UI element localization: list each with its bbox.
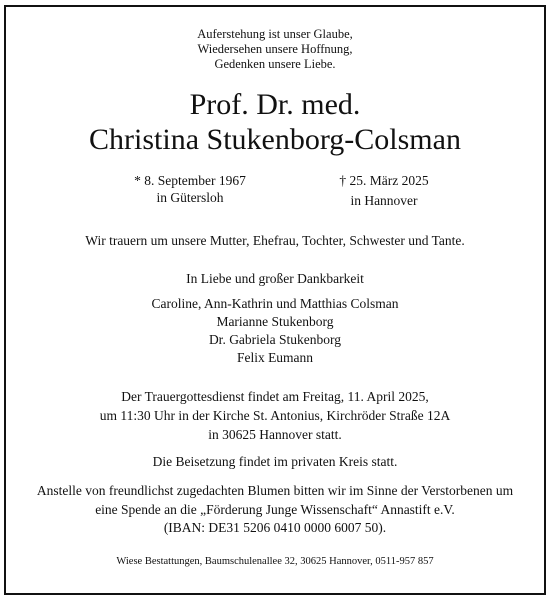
motto-line-2: Wiedersehen unsere Hoffnung, <box>197 42 353 56</box>
mourner-2: Marianne Stukenborg <box>216 314 334 329</box>
service-line-2: um 11:30 Uhr in der Kirche St. Antonius, Kirchröder Straße 12A <box>99 408 451 423</box>
name-full: Christina Stukenborg-Colsman <box>89 123 461 156</box>
mourning-statement: Wir trauern um unsere Mutter, Ehefrau, Tochter, Schwester und Tante. <box>85 233 465 248</box>
mourner-3: Dr. Gabriela Stukenborg <box>208 332 342 347</box>
service-line-3: in 30625 Hannover statt. <box>208 427 342 442</box>
motto-line-3: Gedenken unsere Liebe. <box>214 57 336 71</box>
burial-note: Die Beisetzung findet im privaten Kreis statt. <box>152 454 398 469</box>
birth-place: in Gütersloh <box>156 190 224 205</box>
donation-line-3: (IBAN: DE31 5206 0410 0000 6007 50). <box>163 520 387 535</box>
name-title: Prof. Dr. med. <box>189 88 361 121</box>
undertaker-footer: Wiese Bestattungen, Baumschulenallee 32, 30625 Hannover, 0511-957 857 <box>116 556 434 567</box>
donation-line-2: eine Spende an die „Förderung Junge Wissenschaft“ Annastift e.V. <box>95 502 455 517</box>
motto-line-1: Auferstehung ist unser Glaube, <box>197 27 353 41</box>
death-place: in Hannover <box>350 193 418 208</box>
death-date: † 25. März 2025 <box>339 173 429 188</box>
birth-date: * 8. September 1967 <box>134 173 246 188</box>
service-line-1: Der Trauergottesdienst findet am Freitag, 11. April 2025, <box>121 389 429 404</box>
mourner-4: Felix Eumann <box>236 350 314 365</box>
donation-line-1: Anstelle von freundlichst zugedachten Blumen bitten wir im Sinne der Verstorbenen um <box>36 483 514 498</box>
gratitude-line: In Liebe und großer Dankbarkeit <box>186 271 364 286</box>
mourner-1: Caroline, Ann-Kathrin und Matthias Colsman <box>151 296 399 311</box>
